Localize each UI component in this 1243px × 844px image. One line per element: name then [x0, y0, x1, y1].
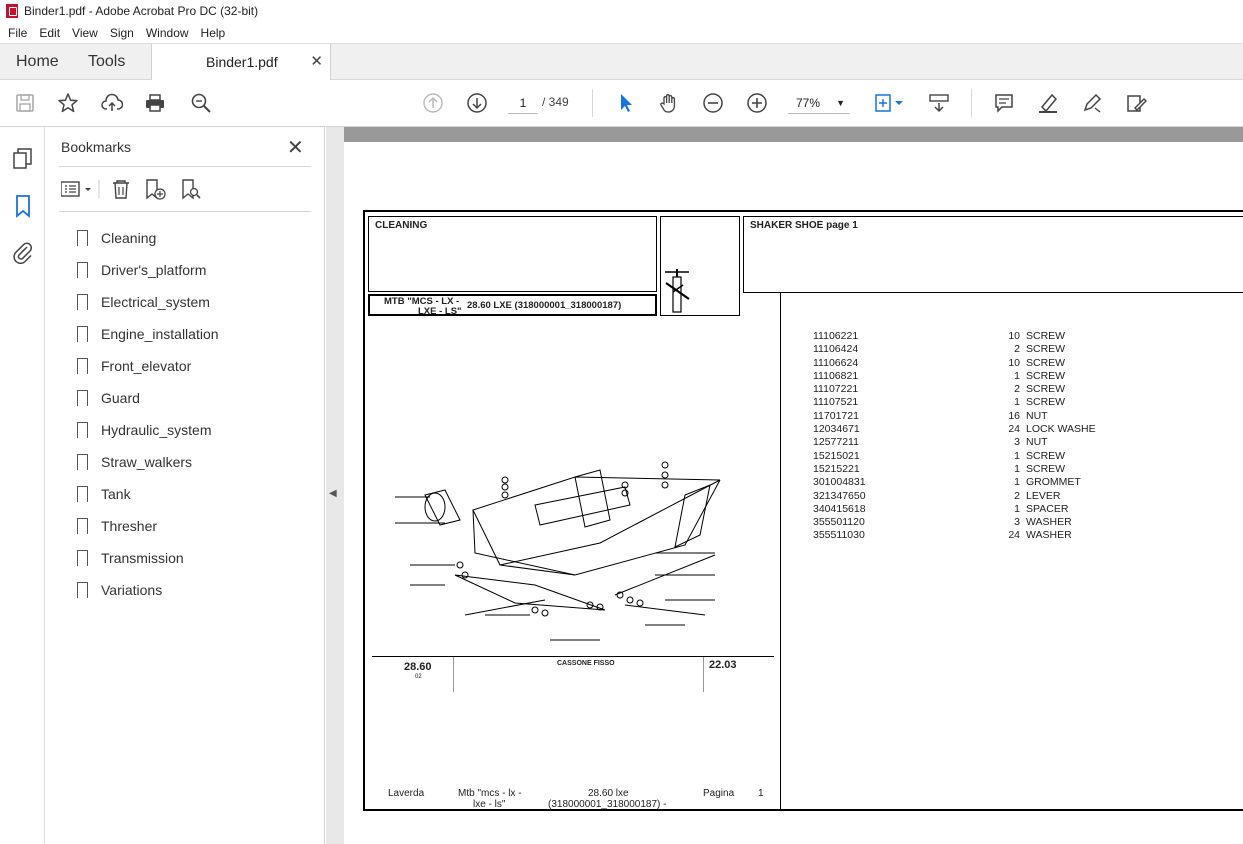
bookmark-label: Straw_walkers — [101, 454, 193, 470]
bookmark-label: Transmission — [101, 550, 184, 566]
find-bookmark-icon[interactable] — [183, 180, 200, 198]
menu-help[interactable]: Help — [200, 25, 226, 40]
bookmark-item-transmission[interactable] — [77, 542, 219, 574]
bookmark-icon — [77, 550, 88, 566]
drawing-number-left-sub: 02 — [415, 674, 422, 680]
title-bar — [0, 0, 1243, 22]
model-line-2: LXE - LS" — [418, 306, 462, 317]
delete-bookmark-icon[interactable] — [113, 181, 129, 198]
bookmark-item-tank[interactable] — [77, 478, 219, 510]
sheet-heading: SHAKER SHOE page 1 — [750, 220, 858, 231]
zoom-in-icon[interactable] — [745, 91, 769, 115]
toolbar-divider — [592, 89, 593, 117]
tab-bar — [0, 43, 1243, 80]
bookmark-label: Variations — [101, 582, 163, 598]
highlight-pen-icon[interactable] — [1036, 91, 1060, 115]
footer-page-label: Pagina — [703, 788, 735, 799]
tab-home[interactable]: Home — [16, 53, 59, 70]
bookmark-tools — [61, 177, 221, 201]
page-number-input[interactable]: 1 — [508, 92, 538, 114]
footer-serial-a: 28.60 lxe — [588, 788, 629, 799]
wrench-symbol-icon — [661, 217, 741, 317]
bookmark-label: Electrical_system — [101, 294, 210, 310]
exploded-view-drawing — [385, 435, 780, 655]
toolbar-divider-2 — [971, 89, 972, 117]
bookmark-item-thresher[interactable] — [77, 510, 219, 542]
bookmark-icon — [77, 326, 88, 342]
part-row: 12577211 3 NUT — [813, 436, 1048, 449]
bookmark-item-electrical-system[interactable] — [77, 286, 219, 318]
bookmark-icon — [77, 230, 88, 246]
save-icon[interactable] — [13, 91, 37, 115]
bookmark-icon — [77, 486, 88, 502]
options-menu-icon[interactable] — [61, 182, 91, 196]
fill-sign-icon[interactable] — [1124, 91, 1148, 115]
model-line-1: MTB "MCS - LX - — [384, 296, 460, 307]
chevron-down-icon: ▼ — [836, 98, 845, 108]
part-row: 355501120 3 WASHER — [813, 516, 1072, 529]
hand-tool-icon[interactable] — [657, 91, 681, 115]
scroll-mode-icon[interactable] — [927, 91, 951, 115]
bookmark-icon — [77, 454, 88, 470]
section-title: CLEANING — [375, 220, 428, 231]
part-row: 11106424 2 SCREW — [813, 343, 1066, 356]
left-rail — [0, 127, 45, 844]
footer-model-b: lxe - ls" — [473, 799, 506, 810]
bookmark-label: Front_elevator — [101, 358, 192, 374]
footer-model-a: Mtb "mcs - lx - — [458, 788, 522, 799]
bookmarks-panel — [45, 127, 325, 844]
menu-window[interactable]: Window — [145, 25, 189, 40]
bookmark-item-hydraulic-system[interactable] — [77, 414, 219, 446]
divider-2 — [59, 211, 311, 212]
previous-page-icon[interactable] — [421, 91, 445, 115]
menu-view[interactable]: View — [72, 25, 98, 40]
column-divider — [780, 293, 781, 810]
zoom-level-select[interactable] — [788, 92, 850, 114]
toolbar — [0, 80, 1243, 127]
upload-cloud-icon[interactable] — [100, 91, 124, 115]
bookmark-label: Engine_installation — [101, 326, 219, 342]
bookmark-item-drivers-platform[interactable] — [77, 254, 219, 286]
menu-edit[interactable]: Edit — [39, 25, 61, 40]
collapse-panel-icon[interactable]: ◀ — [329, 488, 337, 499]
tab-document-label: Binder1.pdf — [206, 54, 278, 70]
bookmark-label: Guard — [101, 390, 140, 406]
window-title: Binder1.pdf - Adobe Acrobat Pro DC (32-bit) — [24, 4, 259, 18]
part-row: 11106221 10 SCREW — [813, 330, 1066, 342]
new-bookmark-icon[interactable] — [147, 180, 165, 199]
part-row: 321347650 2 LEVER — [813, 489, 1061, 502]
menu-bar — [0, 22, 1243, 43]
footer-page-number: 1 — [758, 788, 764, 799]
bookmarks-title: Bookmarks — [61, 139, 132, 155]
bookmark-icon — [77, 518, 88, 534]
comment-icon[interactable] — [992, 91, 1016, 115]
menu-file[interactable]: File — [8, 25, 28, 40]
bookmark-label: Tank — [101, 486, 131, 502]
bookmark-item-cleaning[interactable] — [77, 222, 219, 254]
tab-tools[interactable]: Tools — [88, 53, 126, 70]
model-box — [368, 294, 657, 316]
bookmark-label: Thresher — [101, 518, 158, 534]
close-panel-icon[interactable]: ✕ — [287, 137, 304, 159]
zoom-level-value: 77% — [796, 96, 821, 110]
part-row: 340415618 1 SPACER — [813, 502, 1069, 515]
bookmark-label: Cleaning — [101, 230, 157, 246]
bookmark-item-guard[interactable] — [77, 382, 219, 414]
previous-page-edge — [344, 127, 1243, 142]
title-block-divider — [453, 657, 454, 692]
bookmark-item-variations[interactable] — [77, 574, 219, 606]
page-thumbnails-icon[interactable] — [11, 147, 35, 171]
bookmark-icon — [77, 294, 88, 310]
section-box — [368, 216, 657, 292]
part-row: 301004831 1 GROMMET — [813, 476, 1081, 489]
menu-sign[interactable]: Sign — [109, 25, 134, 40]
parts-list — [813, 330, 1096, 543]
close-tab-icon[interactable]: ✕ — [310, 53, 323, 70]
star-icon[interactable] — [56, 91, 80, 115]
bookmark-item-straw-walkers[interactable] — [77, 446, 219, 478]
tab-document[interactable] — [151, 44, 331, 81]
print-icon[interactable] — [143, 91, 167, 115]
part-row: 12034671 24 LOCK WASHE — [813, 423, 1096, 436]
bookmark-item-front-elevator[interactable] — [77, 350, 219, 382]
select-cursor-icon[interactable] — [614, 91, 638, 115]
search-zoom-icon[interactable] — [189, 91, 213, 115]
bookmark-icon — [77, 358, 88, 374]
title-block-rule — [372, 656, 774, 657]
part-row: 15215221 1 SCREW — [813, 462, 1066, 475]
part-row: 355511030 24 WASHER — [813, 529, 1072, 542]
next-page-icon[interactable] — [465, 91, 489, 115]
fit-dropdown-icon[interactable] — [893, 91, 905, 115]
part-row: 15215021 1 SCREW — [813, 449, 1066, 462]
part-row: 11107221 2 SCREW — [813, 383, 1066, 396]
bookmark-label: Hydraulic_system — [101, 422, 212, 438]
attachments-icon[interactable] — [11, 240, 35, 264]
bookmark-icon — [77, 262, 88, 278]
heading-box — [743, 216, 1243, 293]
footer-brand: Laverda — [388, 788, 425, 799]
bookmark-icon — [77, 582, 88, 598]
bookmark-item-engine-installation[interactable] — [77, 318, 219, 350]
bookmark-icon — [77, 422, 88, 438]
part-row: 11701721 16 NUT — [813, 409, 1048, 422]
drawing-caption: CASSONE FISSO — [557, 660, 615, 667]
symbol-box — [660, 216, 740, 316]
drawing-number-left: 28.60 — [404, 661, 432, 673]
part-row: 11106624 10 SCREW — [813, 356, 1066, 369]
draw-pen-icon[interactable] — [1080, 91, 1104, 115]
zoom-out-icon[interactable] — [701, 91, 725, 115]
bookmarks-panel-icon[interactable] — [11, 194, 35, 218]
title-block-divider-2 — [703, 657, 704, 692]
bookmark-list — [77, 222, 219, 606]
part-row: 11106821 1 SCREW — [813, 369, 1066, 382]
acrobat-logo-icon — [6, 4, 18, 18]
model-serial: 28.60 LXE (318000001_318000187) — [467, 300, 622, 311]
bookmark-icon — [77, 390, 88, 406]
bookmark-label: Driver's_platform — [101, 262, 207, 278]
footer-serial-b: (318000001_318000187) - — [548, 799, 667, 810]
page-total: / 349 — [542, 95, 569, 109]
part-row: 11107521 1 SCREW — [813, 396, 1066, 409]
drawing-number-right: 22.03 — [709, 659, 737, 671]
divider — [59, 166, 311, 167]
